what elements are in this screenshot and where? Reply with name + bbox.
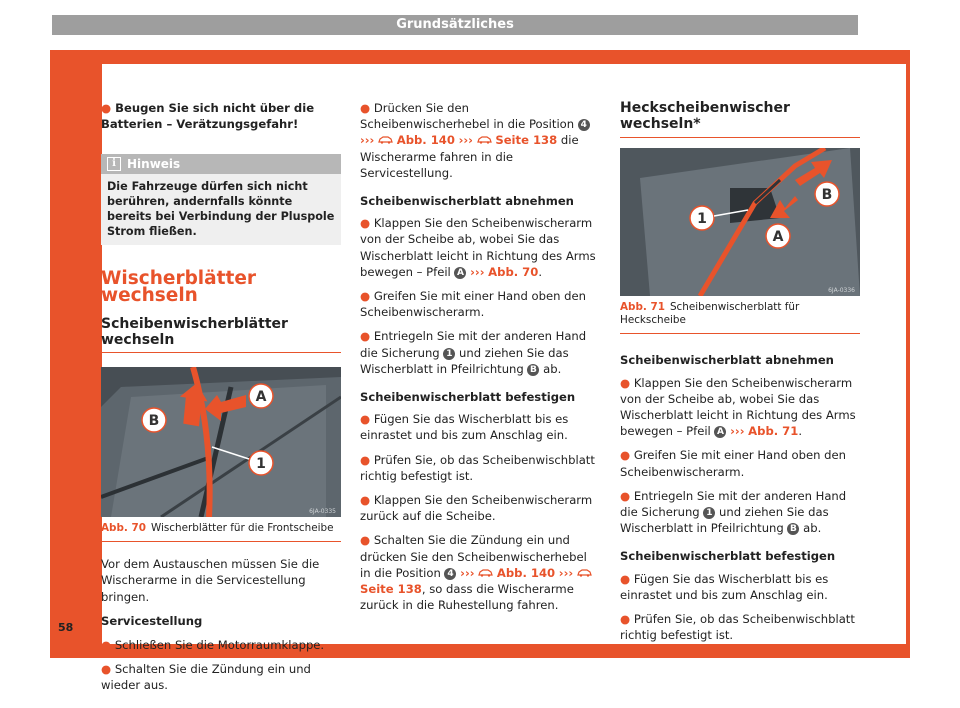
figure-link[interactable]: Abb. 140 [496,565,556,580]
bullet-item: ● Entriegeln Sie mit der anderen Hand die Sicherung 1 und ziehen Sie das Wischerblatt in Pfeilrichtung B ab. [360,329,587,376]
column-2 [360,100,600,621]
bullet-icon: ● [620,571,634,586]
front-wiper-illustration [101,367,341,517]
figure-link[interactable]: Abb. 70 [488,264,539,279]
car-icon [478,568,493,577]
bullet-icon: ● [360,329,374,344]
position-badge: 4 [444,568,456,580]
bullet-icon: ● [620,375,634,390]
section-title: Wischerblätter wechseln [101,268,256,306]
bullet-item: ● Fügen Sie das Wischerblatt bis es einrastet und bis zum Anschlag ein. [620,571,829,602]
arrow-badge: A [454,267,466,279]
bullet-icon: ● [360,533,374,548]
lock-badge: 1 [443,348,455,360]
reference-arrow: ››› [460,565,475,580]
callout-b: B [821,187,833,204]
hinweis-box [101,154,341,245]
subsection-title: Heckscheibenwischer wechseln* [620,100,860,138]
bullet-icon: ● [360,412,374,427]
remove-heading: Scheibenwischerblatt abnehmen [620,353,834,368]
figure-caption: Abb. 71 Scheibenwischerblatt für Heckscheibe [620,296,860,334]
remove-heading: Scheibenwischerblatt abnehmen [360,194,574,209]
bullet-item: ● Entriegeln Sie mit der anderen Hand die Sicherung 1 und ziehen Sie das Wischerblatt in Pfeilrichtung B ab. [620,488,847,536]
bullet-icon: ● [360,216,374,231]
callout-a: A [255,389,267,406]
column-3 [620,100,860,651]
service-heading: Servicestellung [101,613,203,628]
warning-text: ● Beugen Sie sich nicht über die Batterien – Verätzungsgefahr! [101,101,315,132]
bullet-item: ● Drücken Sie den Scheibenwischerhebel in die Position 4 ››› Abb. 140 ››› Seite 138 die Wischerarme fahren in die Servicestellung. [360,100,600,181]
info-icon: i [107,157,121,171]
bullet-item: ● Klappen Sie den Scheibenwischerarm von der Scheibe ab, wobei Sie das Wischerblatt leicht in Richtung des Arms bewegen – Pfeil A ››› Abb. 71. [620,375,856,439]
bullet-item: ● Schalten Sie die Zündung ein und wieder aus. [101,662,311,693]
bullet-icon: ● [620,488,634,503]
figure-caption: Abb. 70 Wischerblätter für die Frontscheibe [101,517,341,542]
page-header: Grundsätzliches [52,15,858,35]
figure-link[interactable]: Abb. 71 [748,424,799,439]
hinweis-title: Hinweis [127,157,181,172]
page-link[interactable]: Seite 138 [360,582,422,597]
position-badge: 4 [578,119,590,131]
bullet-item: ● Schalten Sie die Zündung ein und drücken Sie den Scheibenwischerhebel in die Position 4 ››› Abb. 140 ››› Seite 138, so dass die Wischerarme zurück in die Ruhestellung fahren. [360,532,600,613]
page-number: 58 [58,621,74,634]
car-icon [477,135,492,144]
bullet-icon: ● [101,662,115,677]
subsection-title: Scheibenwischerblätter wechseln [101,316,341,353]
hinweis-text: Die Fahrzeuge dürfen sich nicht berühren, andernfalls könnte bereits bei Verbindung der Pluspole Strom fließen. [107,180,335,239]
bullet-item: ● Klappen Sie den Scheibenwischerarm von der Scheibe ab, wobei Sie das Wischerblatt leicht in Richtung des Arms bewegen – Pfeil A ››› Abb. 70. [360,216,596,279]
callout-a: A [772,229,784,246]
bullet-icon: ● [101,101,116,115]
attach-heading: Scheibenwischerblatt befestigen [360,390,576,405]
hinweis-header [101,154,341,174]
arrow-badge: B [527,364,539,376]
callout-1: 1 [697,211,707,228]
figure-code: 6JA-0335 [309,508,336,516]
figure-front-wiper [101,367,341,517]
car-icon [378,135,393,144]
callout-b: B [148,413,160,430]
lock-badge: 1 [703,507,715,519]
bullet-item: ● Fügen Sie das Wischerblatt bis es einrastet und bis zum Anschlag ein. [360,412,569,443]
bullet-item: ● Klappen Sie den Scheibenwischerarm zurück auf die Scheibe. [360,493,593,524]
reference-arrow: ››› [730,424,745,439]
callout-1: 1 [256,456,266,473]
bullet-icon: ● [101,638,115,653]
reference-arrow: ››› [458,133,473,148]
bullet-item: ● Greifen Sie mit einer Hand oben den Scheibenwischerarm. [360,289,587,320]
arrow-badge: A [714,426,726,438]
intro-text: Vor dem Austauschen müssen Sie die Wischerarme in die Servicestellung bringen. [101,557,320,604]
bullet-icon: ● [620,612,634,627]
page-link[interactable]: Seite 138 [495,133,558,148]
rear-wiper-illustration [620,148,860,296]
reference-arrow: ››› [470,264,485,279]
bullet-icon: ● [620,448,634,463]
bullet-icon: ● [360,493,374,508]
bullet-item: ● Prüfen Sie, ob das Scheibenwischblatt richtig befestigt ist. [360,452,595,483]
figure-code: 6JA-0336 [828,287,855,295]
bullet-item: ● Greifen Sie mit einer Hand oben den Scheibenwischerarm. [620,448,847,479]
attach-heading: Scheibenwischerblatt befestigen [620,549,836,564]
bullet-icon: ● [360,289,374,304]
bullet-icon: ● [360,101,374,115]
figure-rear-wiper [620,148,860,296]
figure-link[interactable]: Abb. 140 [396,133,455,148]
bullet-icon: ● [360,452,374,467]
bullet-item: ● Prüfen Sie, ob das Scheibenwischblatt richtig befestigt ist. [620,612,855,643]
reference-arrow: ››› [558,565,574,580]
column-1 [101,100,341,702]
arrow-badge: B [787,523,799,535]
bullet-item: ● Schließen Sie die Motorraumklappe. [101,638,325,653]
reference-arrow: ››› [360,133,375,148]
car-icon [577,568,592,577]
